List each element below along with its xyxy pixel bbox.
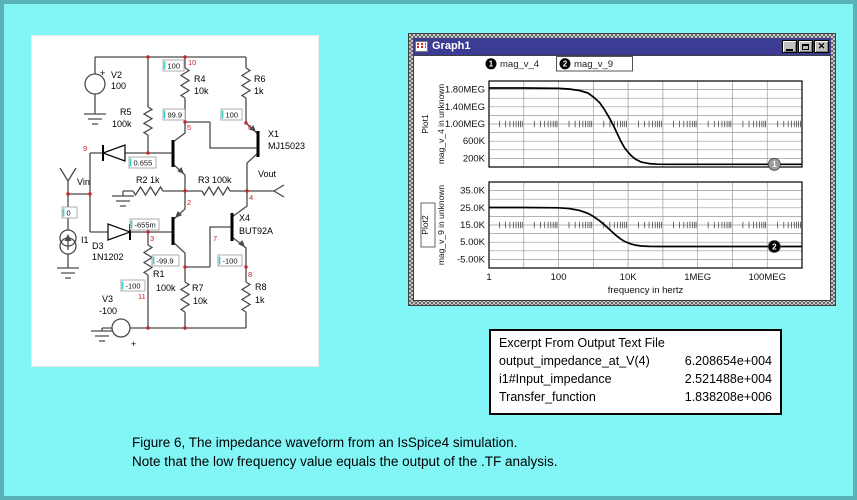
component-label: Vout	[258, 169, 277, 179]
excerpt-value: 2.521488e+004	[684, 372, 772, 386]
y-tick-label: -5.00K	[457, 254, 485, 266]
component-label: 10k	[193, 296, 208, 306]
caption-line1: Figure 6, The impedance waveform from an IsSpice4 simulation.	[132, 435, 518, 450]
junction-dot	[88, 192, 91, 195]
excerpt-row	[499, 352, 772, 370]
y-tick-label: 1.40MEG	[444, 101, 485, 113]
junction-dot	[146, 55, 149, 58]
component-label: 100k	[112, 119, 132, 129]
junction-dot	[183, 120, 186, 123]
excerpt-title: Excerpt From Output Text File	[499, 336, 665, 350]
probe-value: -655m	[134, 220, 156, 230]
node-number: 3	[150, 234, 155, 243]
curve-mag_v_9[interactable]	[489, 208, 802, 247]
junction-dot	[244, 265, 247, 268]
curve-mag_v_4[interactable]	[489, 88, 802, 164]
resistor-zigzag	[242, 68, 250, 98]
excerpt-row	[499, 388, 772, 406]
component-labels	[77, 68, 305, 349]
component-label: R6	[254, 74, 266, 84]
x-tick-label: 100	[550, 272, 567, 283]
probe-value: -99.9	[156, 256, 174, 266]
excerpt-row	[499, 370, 772, 388]
curve-marker-number: 1	[772, 160, 777, 170]
y-tick-label: 5.00K	[460, 237, 485, 249]
component-label: Vin	[77, 177, 90, 187]
y-tick-label: 35.0K	[460, 185, 485, 197]
component-label: R3 100k	[198, 175, 232, 185]
node-number: 9	[83, 144, 88, 153]
diode-d2	[103, 145, 125, 161]
component-label: 100k	[156, 283, 176, 293]
component-label: R8	[255, 282, 267, 292]
y-tick-label: 1.80MEG	[444, 84, 485, 96]
circuit-schematic	[32, 36, 318, 366]
resistor-zigzag	[144, 245, 152, 275]
y-axis-label: mag_v_4 in unknown	[436, 83, 446, 165]
node-number: 5	[187, 123, 192, 132]
resistor-zigzag	[181, 68, 189, 98]
v3-source	[112, 319, 130, 337]
resistors	[133, 68, 253, 312]
probe-value: 0	[66, 208, 71, 218]
resistor-zigzag	[202, 187, 230, 195]
junction-dot	[183, 326, 186, 329]
component-label: BUT92A	[239, 226, 274, 236]
junction-dot	[66, 192, 69, 195]
x4-emitter-arrow	[238, 240, 245, 247]
junction-dot	[146, 151, 149, 154]
y-axis-label: mag_v_9 in unknown	[436, 184, 446, 266]
component-label: V3	[102, 294, 114, 304]
y-tick-label: 25.0K	[460, 202, 485, 214]
junction-dot	[183, 265, 186, 268]
component-label: -100	[99, 306, 118, 316]
caption-line2: Note that the low frequency value equals the output of the .TF analysis.	[132, 454, 558, 469]
excerpt-value: 6.208654e+004	[684, 354, 772, 368]
node-number: 10	[188, 58, 197, 67]
excerpt-box	[489, 329, 782, 415]
x-axis-label: frequency in hertz	[607, 285, 684, 296]
maximize-button[interactable]	[798, 40, 813, 53]
component-label: 10k	[194, 86, 209, 96]
component-label: 1N1202	[92, 252, 124, 262]
junction-dot	[244, 121, 247, 124]
schematic-panel	[31, 35, 319, 367]
legend-badge-number: 1	[488, 59, 494, 69]
y-tick-label: 200K	[462, 153, 485, 165]
excerpt-name: Transfer_function	[499, 390, 596, 404]
y-tick-label: 1.00MEG	[444, 119, 485, 130]
probe-value: 99.9	[167, 110, 183, 120]
excerpt-name: output_impedance_at_V(4)	[499, 354, 650, 368]
x-tick-label: 10K	[619, 272, 637, 283]
component-label: R1	[153, 269, 165, 279]
component-label: +	[131, 339, 137, 349]
component-label: 100	[111, 81, 127, 91]
legend-label: mag_v_4	[500, 59, 540, 70]
graph-window-icon	[415, 41, 428, 52]
component-label: D3	[92, 241, 104, 251]
junction-dot	[245, 189, 248, 192]
plot-area-plot1	[420, 81, 802, 170]
legend-item-mag_v_4[interactable]	[486, 58, 540, 70]
titlebar[interactable]	[413, 38, 831, 55]
figure-caption	[132, 433, 558, 471]
node-number: 2	[187, 198, 192, 207]
junction-dot	[146, 326, 149, 329]
graph1-window	[408, 33, 836, 306]
junction-dot	[146, 230, 149, 233]
component-label: R4	[194, 74, 206, 84]
plot-label: Plot1	[420, 114, 430, 134]
node-number: 6	[248, 123, 253, 132]
curve-marker-number: 2	[772, 242, 777, 252]
x-tick-label: 1	[486, 272, 492, 283]
graph-client-area	[413, 55, 831, 301]
component-label: I1	[81, 235, 89, 245]
junction-dot	[183, 55, 186, 58]
excerpt-value: 1.838208e+006	[684, 390, 772, 404]
component-label: +	[100, 68, 106, 78]
close-button[interactable]: ✕	[814, 40, 829, 53]
diode-d3	[108, 224, 130, 240]
resistor-zigzag	[242, 282, 250, 312]
component-label: 1k	[255, 295, 265, 305]
resistor-zigzag	[144, 107, 152, 135]
probe-value: 0.655	[133, 158, 153, 168]
resistor-zigzag	[133, 187, 163, 195]
component-label: V2	[111, 70, 123, 80]
y-tick-label: 15.0K	[460, 220, 485, 231]
minimize-button[interactable]	[782, 40, 797, 53]
probe-value: 100	[167, 61, 181, 71]
component-label: MJ15023	[268, 141, 306, 151]
node-number: 8	[248, 270, 253, 279]
component-label: R5	[120, 107, 132, 117]
node-number: 4	[249, 193, 254, 202]
plot-area-plot2	[420, 182, 802, 268]
probe-value: -100	[222, 256, 238, 266]
node-number: 11	[138, 292, 146, 301]
y-tick-label: 600K	[462, 136, 485, 148]
window-title: Graph1	[432, 40, 471, 52]
probe-value: -100	[125, 281, 141, 291]
component-label: 1k	[254, 86, 264, 96]
legend-badge-number: 2	[562, 59, 568, 69]
component-label: R2 1k	[136, 175, 160, 185]
component-label: X4	[239, 213, 251, 223]
plot-label: Plot2	[420, 215, 430, 235]
component-label: X1	[268, 129, 280, 139]
x-tick-label: 100MEG	[748, 272, 786, 283]
wires	[57, 57, 274, 341]
probe-value: 100	[225, 110, 239, 120]
excerpt-name: i1#Input_impedance	[499, 372, 612, 386]
node-number: 7	[213, 234, 218, 243]
vout-probe-icon	[274, 185, 284, 197]
resistor-zigzag	[181, 282, 189, 312]
impedance-plots	[414, 56, 830, 300]
component-label: R7	[192, 283, 204, 293]
x-tick-label: 1MEG	[684, 272, 712, 283]
junction-dot	[183, 189, 186, 192]
legend-label: mag_v_9	[574, 59, 614, 70]
legend-item-mag_v_9[interactable]	[557, 57, 633, 72]
